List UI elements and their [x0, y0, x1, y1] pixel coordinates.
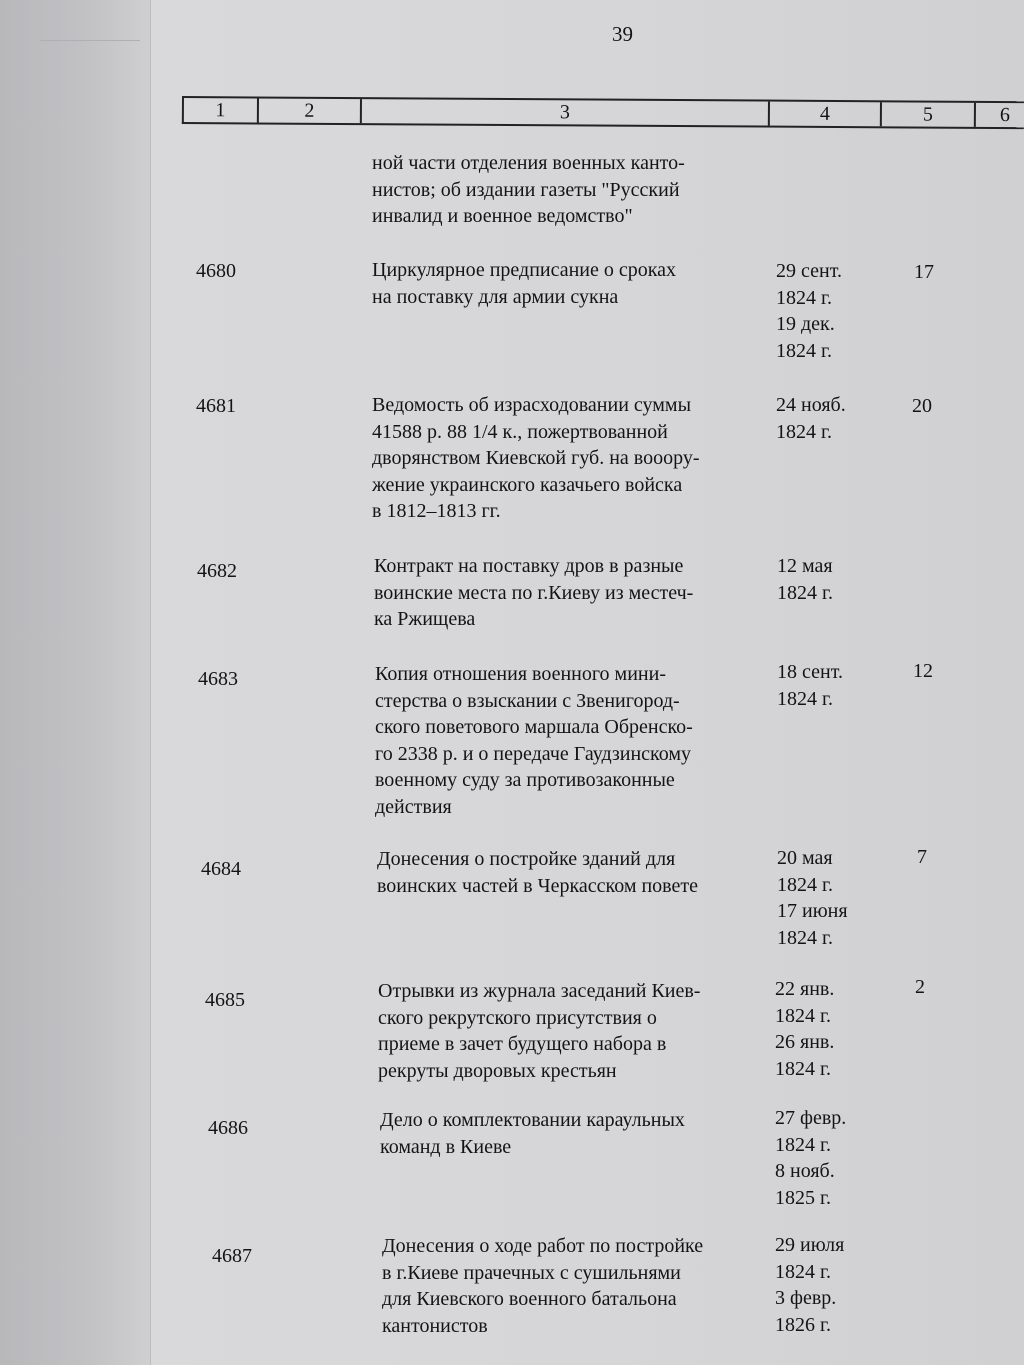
- column-header-1: 1: [215, 99, 226, 122]
- description-line: Циркулярное предписание о сроках: [372, 259, 677, 281]
- date-line: 1824 г.: [777, 873, 833, 896]
- continuation-line: ной части отделения военных канто-: [372, 152, 685, 174]
- date-line: 1824 г.: [776, 286, 832, 309]
- record-dates: [775, 976, 834, 1082]
- date-line: 19 дек.: [776, 313, 835, 335]
- record-number: 4686: [208, 1117, 248, 1139]
- continuation-description: [372, 150, 762, 230]
- date-line: 29 июля: [775, 1234, 845, 1256]
- description-line: для Киевского военного батальона: [382, 1288, 677, 1310]
- description-line: рекруты дворовых крестьян: [378, 1059, 617, 1082]
- description-line: Отрывки из журнала заседаний Киев-: [378, 980, 701, 1002]
- date-line: 29 сент.: [776, 260, 842, 282]
- record-description: [382, 1233, 772, 1339]
- description-line: ка Ржищева: [374, 608, 476, 630]
- description-line: стерства о взыскании с Звенигород-: [375, 689, 680, 712]
- date-line: 1824 г.: [777, 926, 833, 949]
- book-spine-shadow: [0, 0, 151, 1365]
- record-description: [377, 846, 767, 899]
- record-number: 4681: [196, 395, 236, 417]
- column-header-2: 2: [257, 98, 360, 123]
- description-line: команд в Киеве: [380, 1135, 512, 1158]
- record-dates: [775, 1232, 844, 1338]
- description-line: военному суду за противозаконные: [375, 769, 675, 791]
- record-description: [372, 392, 762, 525]
- record-number: 4680: [196, 260, 236, 282]
- facing-page-rule: [40, 40, 140, 41]
- record-dates: [777, 553, 833, 606]
- column-header-5: 5: [880, 102, 974, 127]
- record-number: 4685: [205, 989, 245, 1011]
- date-line: 3 февр.: [775, 1287, 837, 1309]
- description-line: Донесения о ходе работ по постройке: [382, 1235, 704, 1257]
- continuation-line: нистов; об издании газеты "Русский: [372, 178, 680, 201]
- date-line: 1824 г.: [776, 339, 832, 362]
- description-line: на поставку для армии сукна: [372, 285, 619, 308]
- record-sheets: 12: [913, 660, 933, 682]
- description-line: приеме в зачет будущего набора в: [378, 1033, 667, 1055]
- description-line: Копия отношения военного мини-: [375, 663, 666, 685]
- description-line: в 1812–1813 гг.: [372, 500, 501, 522]
- record-description: [380, 1107, 770, 1160]
- column-header-row: [182, 96, 1024, 129]
- record-description: [372, 257, 762, 310]
- record-number: 4683: [198, 668, 238, 690]
- description-line: жение украинского казачьего войска: [372, 473, 683, 496]
- page-number: 39: [612, 22, 633, 46]
- record-description: [378, 978, 768, 1084]
- record-dates: [777, 845, 848, 951]
- date-line: 1824 г.: [775, 1004, 831, 1027]
- record-number: 4682: [197, 560, 237, 582]
- record-dates: [777, 659, 843, 712]
- date-line: 1825 г.: [775, 1186, 831, 1209]
- description-line: 41588 р. 88 1/4 к., пожертвованной: [372, 420, 668, 443]
- description-line: в г.Киеве прачечных с сушильнями: [382, 1261, 681, 1284]
- date-line: 1824 г.: [775, 1260, 831, 1283]
- date-line: 20 мая: [777, 847, 833, 869]
- record-dates: [776, 392, 846, 445]
- date-line: 17 июня: [777, 900, 848, 922]
- date-line: 1824 г.: [777, 687, 833, 710]
- description-line: дворянством Киевской губ. на вооору-: [372, 447, 700, 469]
- date-line: 1826 г.: [775, 1313, 831, 1336]
- record-sheets: 17: [914, 261, 934, 283]
- record-sheets: 7: [917, 846, 927, 868]
- date-line: 22 янв.: [775, 978, 835, 1000]
- description-line: го 2338 р. и о передаче Гаудзинскому: [375, 742, 692, 765]
- date-line: 1824 г.: [775, 1057, 831, 1080]
- description-line: кантонистов: [382, 1314, 488, 1337]
- description-line: Дело о комплектовании караульных: [380, 1109, 685, 1131]
- description-line: ского рекрутского присутствия о: [378, 1006, 657, 1029]
- description-line: Донесения о постройке зданий для: [377, 848, 676, 870]
- record-description: [374, 553, 764, 633]
- record-sheets: 2: [915, 976, 925, 998]
- date-line: 1824 г.: [775, 1133, 831, 1156]
- column-header-4: 4: [768, 102, 880, 127]
- record-dates: [776, 258, 842, 364]
- column-header-3: 3: [360, 99, 768, 125]
- description-line: ского поветового маршала Обренско-: [375, 716, 693, 738]
- record-number: 4687: [212, 1245, 252, 1267]
- date-line: 1824 г.: [776, 420, 832, 443]
- date-line: 12 мая: [777, 555, 833, 577]
- date-line: 8 нояб.: [775, 1160, 835, 1182]
- date-line: 18 сент.: [777, 661, 843, 683]
- record-dates: [775, 1105, 846, 1211]
- date-line: 26 янв.: [775, 1031, 835, 1053]
- record-description: [375, 661, 765, 820]
- column-header-6: 6: [974, 103, 1024, 127]
- description-line: Контракт на поставку дров в разные: [374, 555, 684, 577]
- date-line: 24 нояб.: [776, 394, 846, 416]
- record-sheets: 20: [912, 395, 932, 417]
- date-line: 27 февр.: [775, 1107, 847, 1129]
- record-number: 4684: [201, 858, 241, 880]
- date-line: 1824 г.: [777, 581, 833, 604]
- description-line: действия: [375, 795, 452, 818]
- description-line: воинские места по г.Киеву из местеч-: [374, 581, 694, 604]
- continuation-line: инвалид и военное ведомство": [372, 205, 633, 227]
- description-line: воинских частей в Черкасском повете: [377, 874, 699, 897]
- description-line: Ведомость об израсходовании суммы: [372, 394, 692, 416]
